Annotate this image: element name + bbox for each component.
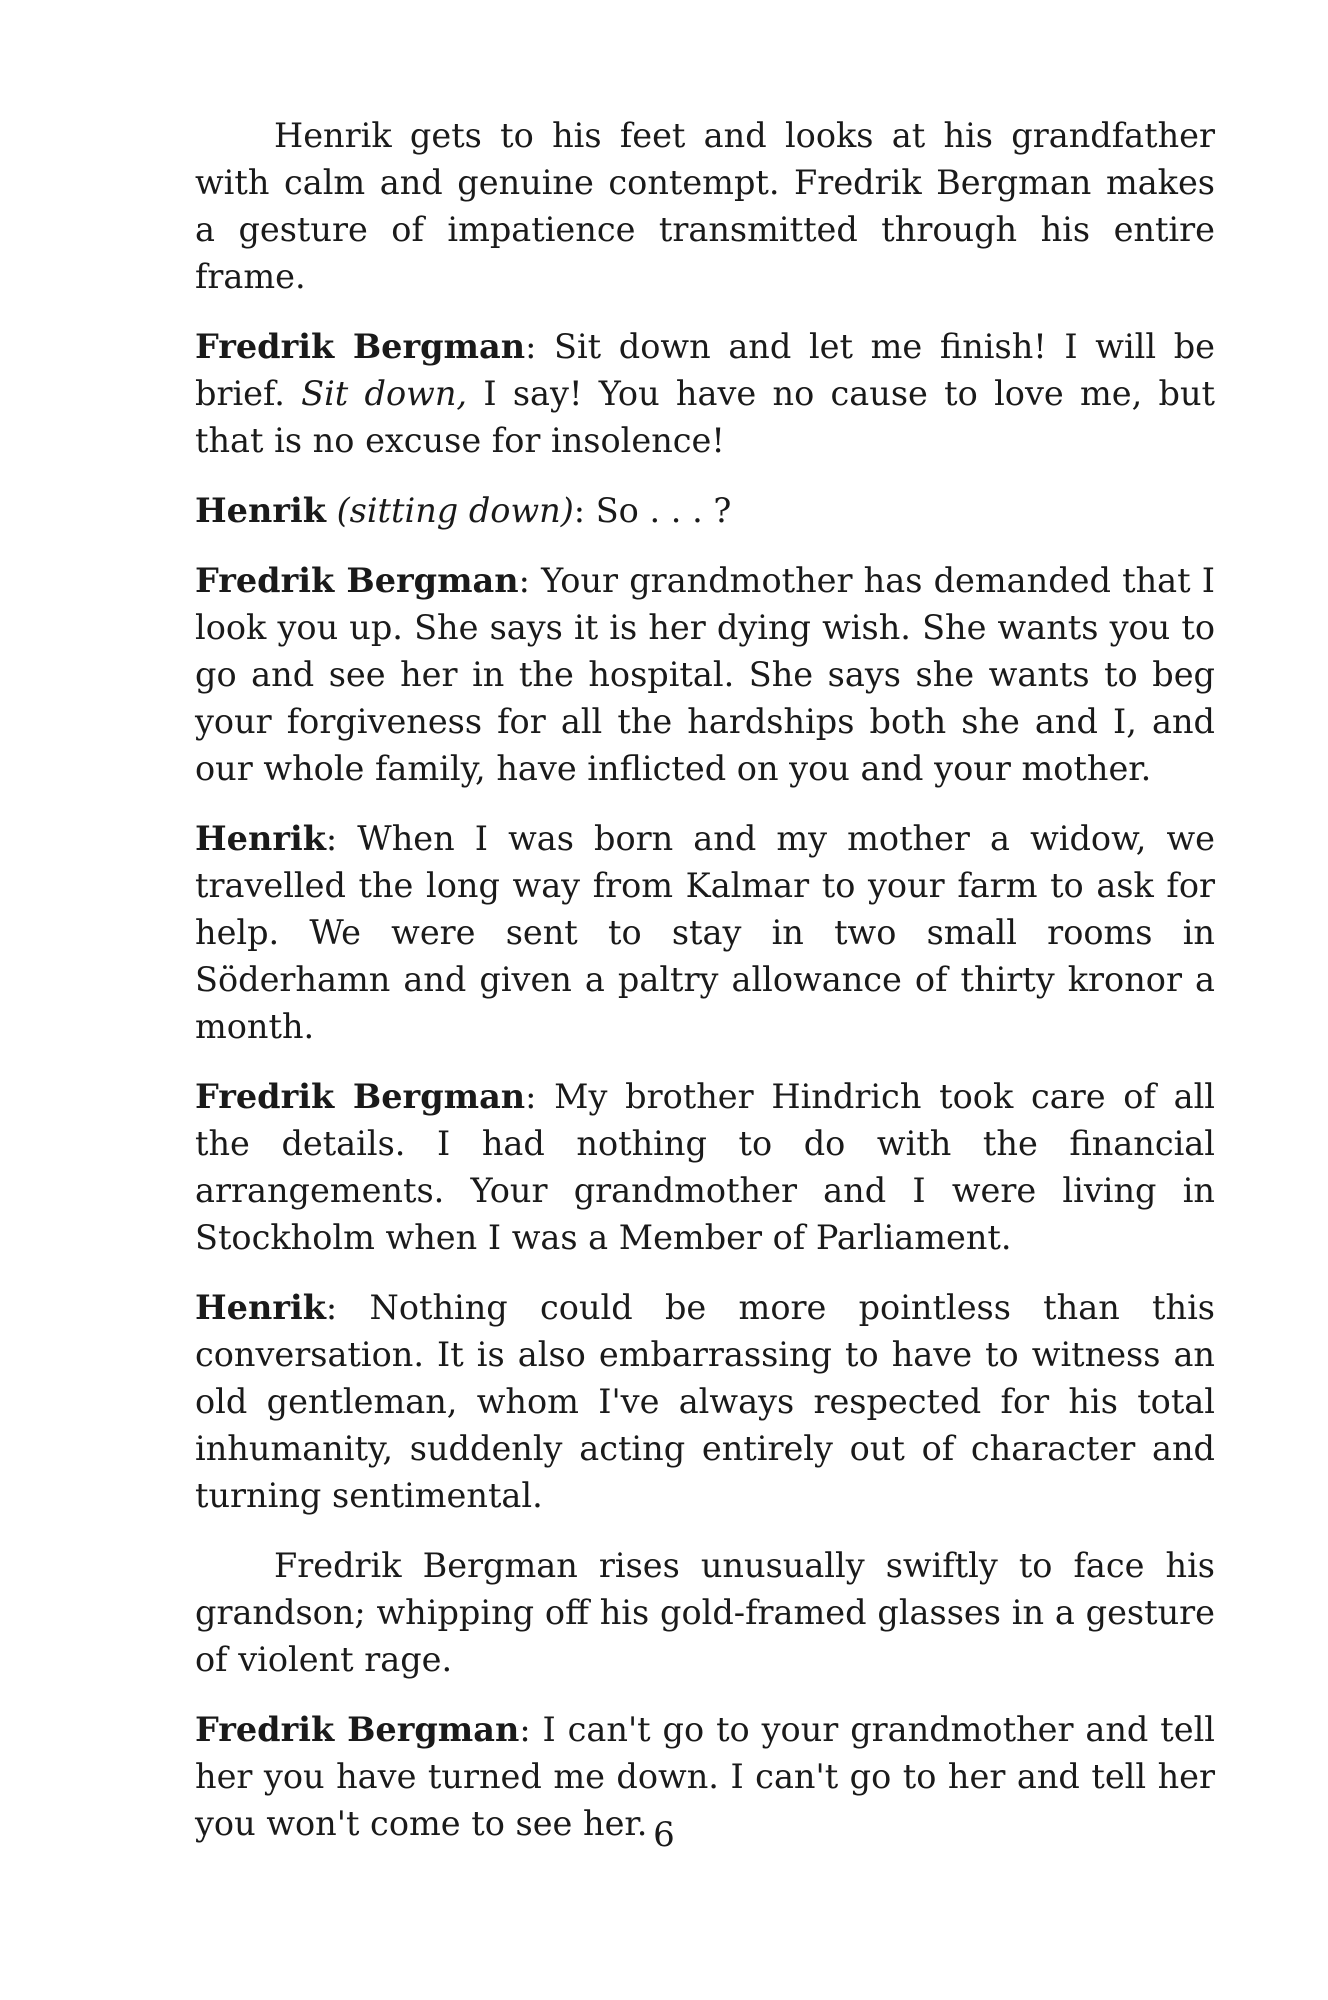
dialogue-line — [195, 1073, 1215, 1261]
dialogue-text: I can't go to your grandmother and tell her you have turned me down. I can't go to her and tell her you won't come to see her. — [195, 1710, 1216, 1843]
dialogue-text: Nothing could be more pointless than this conversation. It is also embarrassing to have to witness an old gentleman, whom I've always respected for his total inhumanity, suddenly acting entirely out of character and turning sentimental. — [195, 1288, 1216, 1515]
stage-direction-inline: (sitting down) — [336, 491, 574, 530]
speaker-name: Henrik — [195, 1288, 326, 1327]
speaker-name: Fredrik Bergman — [195, 1077, 526, 1116]
speaker-separator: : — [525, 327, 555, 366]
dialogue-text: Your grandmother has demanded that I look you up. She says it is her dying wish. She wants you to go and see her in the hospital. She says she wants to beg your forgiveness for all the hardships both she and I, and our whole family, have inflicted on you and your mother. — [195, 561, 1216, 788]
dialogue-line — [195, 323, 1215, 464]
stage-direction: Fredrik Bergman rises unusually swiftly to face his grandson; whipping off his gold-framed glasses in a gesture of violent rage. — [195, 1546, 1215, 1679]
speaker-separator: : — [325, 1288, 370, 1327]
page-number: 6 — [653, 1815, 675, 1855]
speaker-name: Henrik — [195, 491, 326, 530]
dialogue-text: Sit down and let me finish! I will be brief. — [195, 327, 1216, 413]
speaker-name: Fredrik Bergman — [195, 327, 526, 366]
speaker-name: Fredrik Bergman — [195, 561, 519, 600]
dialogue-line — [195, 487, 1215, 534]
dialogue-text: My brother Hindrich took care of all the details. I had nothing to do with the financial arrangements. Your grandmother and I were living in Stockholm when I was a Member of Parliament. — [195, 1077, 1216, 1257]
dialogue-line — [195, 1284, 1215, 1519]
speaker-name: Fredrik Bergman — [195, 1710, 520, 1749]
speaker-separator: : — [519, 1710, 543, 1749]
dialogue-text: : So . . . ? — [573, 491, 732, 530]
speaker-separator: : — [325, 819, 358, 858]
speaker-name: Henrik — [195, 819, 326, 858]
page-body — [195, 112, 1215, 1870]
dialogue-line — [195, 557, 1215, 792]
speaker-separator: : — [518, 561, 542, 600]
dialogue-text: I say! You have no cause to love me, but that is no excuse for insolence! — [195, 374, 1215, 460]
dialogue-text: When I was born and my mother a widow, we travelled the long way from Kalmar to your farm to ask for help. We were sent to stay in two small rooms in Söderhamn and given a paltry allowance of thirty kronor a month. — [195, 819, 1216, 1046]
dialogue-line — [195, 815, 1215, 1050]
speaker-separator: : — [525, 1077, 555, 1116]
stage-direction: Henrik gets to his feet and looks at his grandfather with calm and genuine contempt. Fredrik Bergman makes a gesture of impatience transmitted through his entire frame. — [195, 116, 1215, 296]
emphasis-text: Sit down, — [301, 374, 468, 413]
